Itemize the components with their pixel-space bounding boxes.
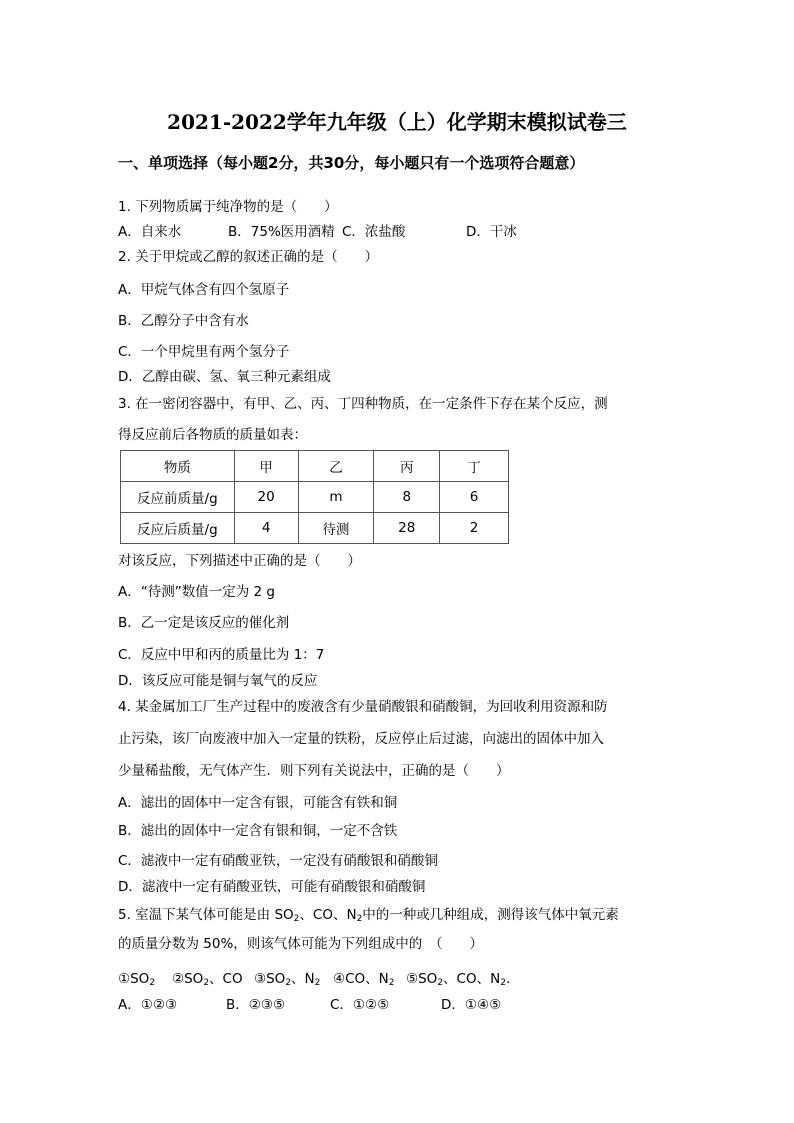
table-header-row	[121, 451, 509, 482]
page-title: 2021-2022学年九年级（上）化学期末模拟试卷三	[167, 110, 627, 134]
question-5-option-d: D．①④⑤	[441, 997, 502, 1013]
table-cell: 反应后质量/g	[121, 513, 235, 544]
table-cell: 反应前质量/g	[121, 482, 235, 513]
table-header-cell: 乙	[298, 451, 374, 482]
table-cell: 待测	[298, 513, 374, 544]
table-cell: 8	[374, 482, 440, 513]
question-1-option-d: D．干冰	[466, 224, 517, 240]
mass-table	[120, 450, 509, 544]
question-5-choice-1: $①SO_2$	[118, 971, 156, 988]
table-cell: 2	[440, 513, 509, 544]
table-cell: 4	[234, 513, 298, 544]
question-5-option-c: C．①②⑤	[330, 997, 390, 1013]
table-cell: 20	[234, 482, 298, 513]
table-row	[121, 513, 509, 544]
table-header-cell: 丙	[374, 451, 440, 482]
question-5-choice-3: $③SO_2$、$N_2$	[254, 971, 321, 988]
question-4-option-c: C．滤液中一定有硝酸亚铁，一定没有硝酸银和硝酸铜	[118, 853, 438, 869]
question-3-option-d: D．该反应可能是铜与氧气的反应	[118, 673, 318, 689]
question-4-option-b: B．滤出的固体中一定含有银和铜，一定不含铁	[118, 823, 398, 839]
question-5-choice-2: $②SO_2$、CO	[172, 971, 243, 988]
question-3-ask: 对该反应，下列描述中正确的是（ ）	[118, 553, 361, 569]
table-header-cell: 丁	[440, 451, 509, 482]
question-2-stem: 2. 关于甲烷或乙醇的叙述正确的是（ ）	[118, 249, 379, 265]
table-cell: 28	[374, 513, 440, 544]
question-5-choice-4: ④CO、$N_2$	[333, 971, 395, 988]
question-3-line-1: 3. 在一密闭容器中，有甲、乙、丙、丁四种物质，在一定条件下存在某个反应，测	[118, 396, 608, 412]
question-4-line-3: 少量稀盐酸，无气体产生．则下列有关说法中，正确的是（ ）	[118, 763, 510, 779]
question-4-line-1: 4. 某金属加工厂生产过程中的废液含有少量硝酸银和硝酸铜，为回收利用资源和防	[118, 699, 608, 715]
table-header-cell: 甲	[234, 451, 298, 482]
question-3-option-b: B．乙一定是该反应的催化剂	[118, 615, 290, 631]
question-2-option-a: A．甲烷气体含有四个氢原子	[118, 282, 290, 298]
question-5-option-b: B．②③⑤	[226, 997, 286, 1013]
question-5-line-1: 5. 室温下某气体可能是由 $SO_2$、CO、$N_2$中的一种或几种组成，测得该气体中氧元素	[118, 907, 619, 924]
table-cell: 6	[440, 482, 509, 513]
question-4-option-d: D．滤液中一定有硝酸亚铁，可能有硝酸银和硝酸铜	[118, 879, 426, 895]
question-4-line-2: 止污染，该厂向废液中加入一定量的铁粉，反应停止后过滤，向滤出的固体中加入	[118, 731, 604, 747]
table-header-cell: 物质	[121, 451, 235, 482]
question-1-option-c: C．浓盐酸	[342, 224, 406, 240]
question-3-line-2: 得反应前后各物质的质量如表：	[118, 427, 307, 443]
question-5-line-2: 的质量分数为 50%，则该气体可能为下列组成中的 （ ）	[118, 936, 484, 952]
question-4-option-a: A．滤出的固体中一定含有银，可能含有铁和铜	[118, 795, 398, 811]
question-1-stem: 1. 下列物质属于纯净物的是（ ）	[118, 199, 338, 215]
question-1-option-b: B．75%医用酒精	[228, 224, 335, 240]
question-2-option-b: B．乙醇分子中含有水	[118, 313, 249, 329]
question-5-option-a: A．①②③	[118, 997, 178, 1013]
section-heading: 一、单项选择（每小题2分，共30分，每小题只有一个选项符合题意）	[118, 154, 585, 172]
question-1-option-a: A．自来水	[118, 224, 182, 240]
table-row	[121, 482, 509, 513]
question-3-option-c: C．反应中甲和丙的质量比为 1：7	[118, 647, 325, 663]
question-3-option-a: A．“待测”数值一定为 2 g	[118, 584, 275, 600]
table-cell: m	[298, 482, 374, 513]
question-2-option-d: D．乙醇由碳、氢、氧三种元素组成	[118, 369, 331, 385]
question-5-choice-5: $⑤SO_2$、CO、$N_2$.	[406, 971, 511, 988]
question-2-option-c: C．一个甲烷里有两个氢分子	[118, 344, 290, 360]
